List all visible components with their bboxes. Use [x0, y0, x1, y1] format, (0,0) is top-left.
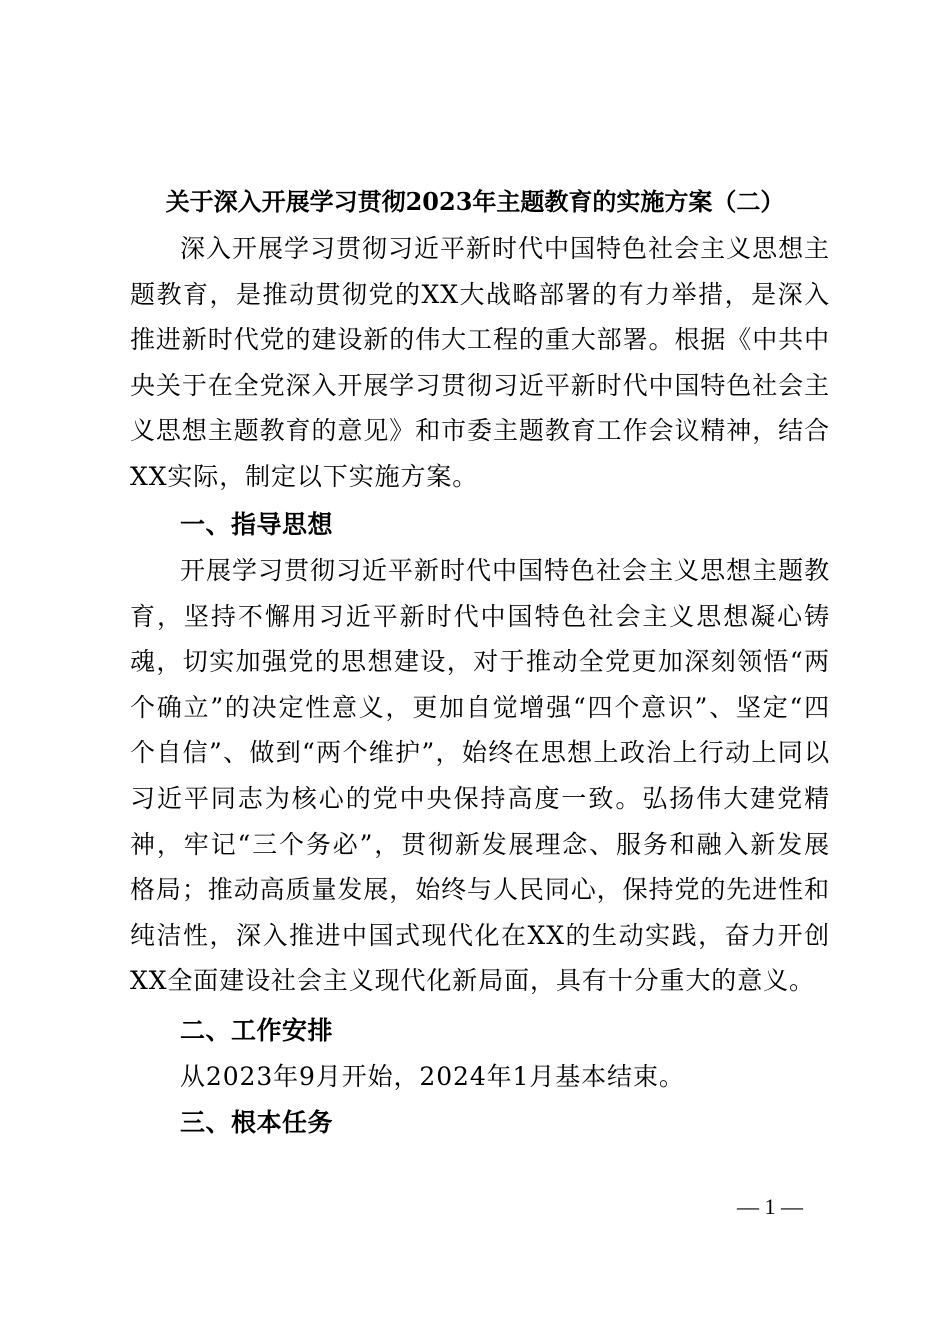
- work-arrangement-paragraph: 从2023年9月开始，2024年1月基本结束。: [180, 1062, 685, 1091]
- section-heading-work-arrangement: 二、工作安排: [180, 1016, 334, 1045]
- guiding-ideology-paragraph: 开展学习贯彻习近平新时代中国特色社会主义思想主题教育，坚持不懈用习近平新时代中国特色社会主义思想凝心铸魂，切实加强党的思想建设，对于推动全党更加深刻领悟“两个确立”的决定性意义，更加自觉增强“四个意识”、坚定“四个自信”、做到“两个维护”，始终在思想上政治上行动上同以习近平同志为核心的党中央保持高度一致。弘扬伟大建党精神，牢记“三个务必”，贯彻新发展理念、服务和融入新发展格局；推动高质量发展，始终与人民同心，保持党的先进性和纯洁性，深入推进中国式现代化在XX的生动实践，奋力开创XX全面建设社会主义现代化新局面，具有十分重大的意义。: [130, 556, 830, 996]
- document-title: 关于深入开展学习贯彻2023年主题教育的实施方案（二）: [165, 187, 785, 216]
- intro-paragraph: 深入开展学习贯彻习近平新时代中国特色社会主义思想主题教育，是推动贯彻党的XX大战略部署的有力举措，是深入推进新时代党的建设新的伟大工程的重大部署。根据《中共中央关于在全党深入开展学习贯彻习近平新时代中国特色社会主义思想主题教育的意见》和市委主题教育工作会议精神，结合XX实际，制定以下实施方案。: [130, 234, 830, 491]
- page-number: — 1 —: [737, 1194, 803, 1219]
- section-heading-guiding-ideology: 一、指导思想: [180, 510, 334, 539]
- section-heading-fundamental-task: 三、根本任务: [180, 1108, 334, 1137]
